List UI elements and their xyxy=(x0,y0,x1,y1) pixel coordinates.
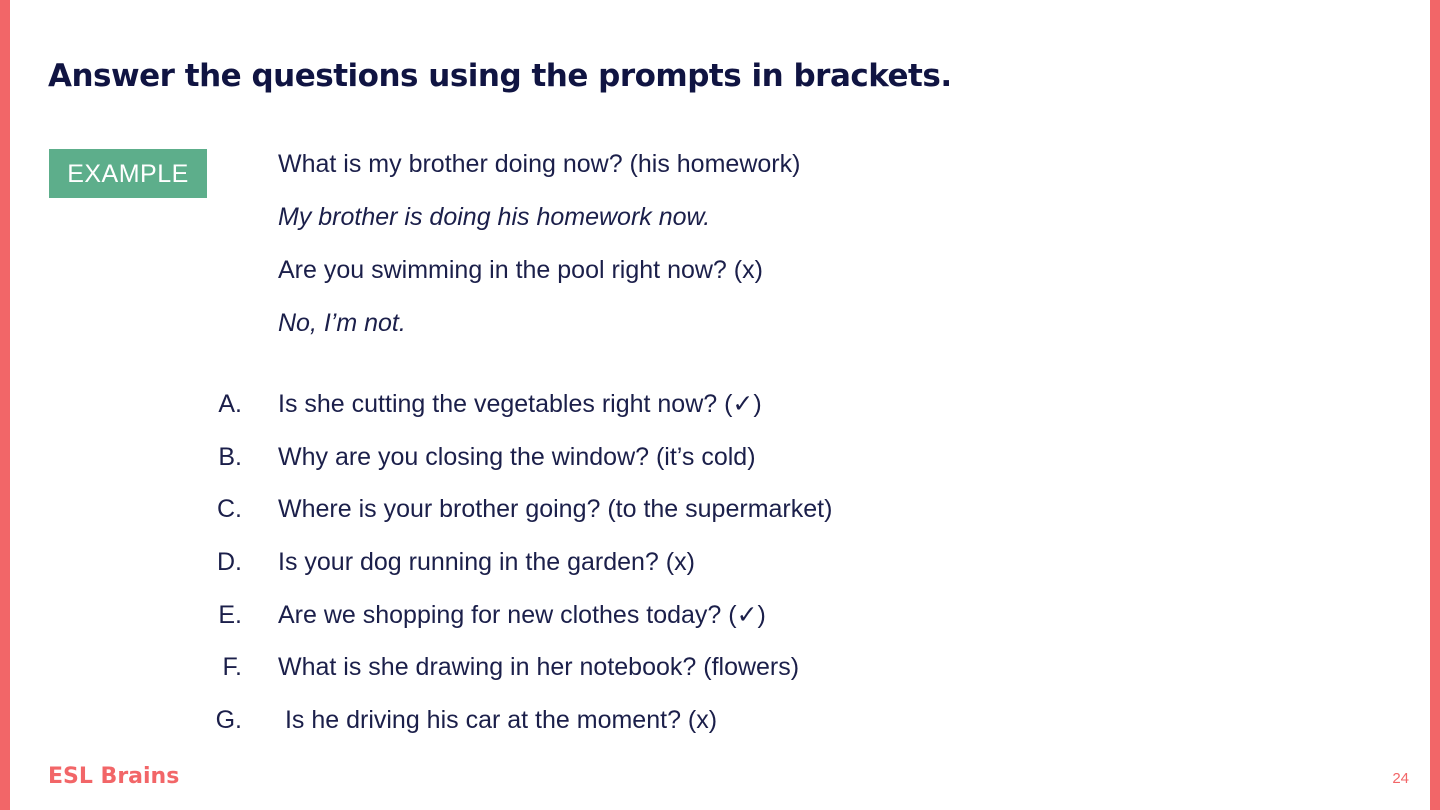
question-text: Is your dog running in the garden? (x) xyxy=(278,548,695,576)
example-answer-2: No, I’m not. xyxy=(278,309,406,337)
page-number: 24 xyxy=(1392,770,1409,787)
question-text: Is she cutting the vegetables right now? (✓) xyxy=(278,390,762,418)
question-letter: B. xyxy=(218,443,242,471)
left-accent-bar xyxy=(0,0,10,810)
question-letter: D. xyxy=(217,548,242,576)
question-letter: E. xyxy=(218,601,242,629)
question-text: Is he driving his car at the moment? (x) xyxy=(278,706,718,734)
page-title: Answer the questions using the prompts in brackets. xyxy=(48,58,952,94)
example-answer-1: My brother is doing his homework now. xyxy=(278,203,711,231)
example-question-2: Are you swimming in the pool right now? (x) xyxy=(278,256,763,284)
question-letter: C. xyxy=(217,495,242,523)
question-letter: G. xyxy=(215,706,242,734)
question-letter: A. xyxy=(218,390,242,418)
example-badge: EXAMPLE xyxy=(49,149,207,198)
example-question-1: What is my brother doing now? (his homework) xyxy=(278,150,801,178)
question-text: Where is your brother going? (to the supermarket) xyxy=(278,495,833,523)
question-text: Are we shopping for new clothes today? (✓) xyxy=(278,601,766,629)
question-letter: F. xyxy=(222,653,242,681)
right-accent-bar xyxy=(1430,0,1440,810)
question-text: What is she drawing in her notebook? (flowers) xyxy=(278,653,800,681)
brand-logo: ESL Brains xyxy=(48,764,180,789)
question-text: Why are you closing the window? (it’s cold) xyxy=(278,443,756,471)
